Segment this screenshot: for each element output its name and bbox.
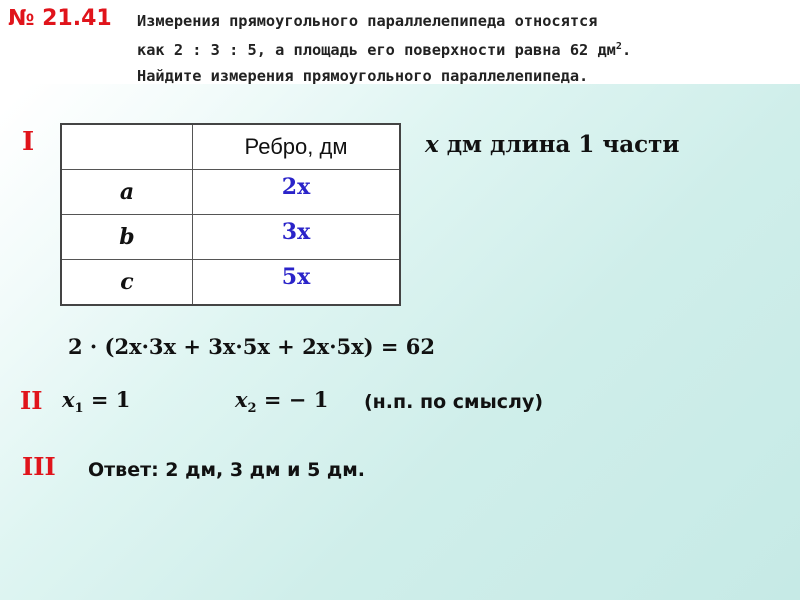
table-cell-label xyxy=(61,260,193,306)
table-cell-value xyxy=(193,170,401,215)
surface-area-equation: 2 · (2x·3x + 3x·5x + 2x·5x) = 62 xyxy=(68,334,436,359)
step-marker-1: I xyxy=(22,127,35,157)
area-unit-superscript: 2 xyxy=(615,41,622,52)
edge-table xyxy=(60,123,401,306)
step-marker-3: III xyxy=(22,452,56,481)
table-row xyxy=(61,170,400,215)
part-variable: x xyxy=(425,131,439,158)
edge-label-c: c xyxy=(120,269,134,295)
table-cell-value xyxy=(193,260,401,306)
root-x2-sub: 2 xyxy=(247,401,257,416)
part-note-text: дм длина 1 части xyxy=(438,131,680,158)
root-x1 xyxy=(62,387,130,416)
root-x2 xyxy=(235,387,328,416)
answer: Ответ: 2 дм, 3 дм и 5 дм. xyxy=(88,459,366,481)
problem-number: № 21.41 xyxy=(8,6,112,31)
table-header-row xyxy=(61,124,400,170)
edge-value-c: 5x xyxy=(281,264,311,290)
edge-label-a: a xyxy=(119,179,135,205)
problem-line-1: Измерения прямоугольного параллелепипеда относятся xyxy=(137,12,598,30)
root-x1-var: x xyxy=(62,387,75,412)
root-x1-sub: 1 xyxy=(74,401,84,416)
problem-line-2-end: . xyxy=(621,41,632,59)
root-x2-var: x xyxy=(235,387,248,412)
root-rejection-note: (н.п. по смыслу) xyxy=(364,391,544,413)
problem-statement xyxy=(137,8,797,89)
table-header-edge-text: Ребро, дм xyxy=(244,134,348,159)
table-cell-value xyxy=(193,215,401,260)
table-row xyxy=(61,260,400,306)
problem-line-2 xyxy=(137,34,797,63)
table-header-empty xyxy=(61,124,193,170)
edge-label-b: b xyxy=(119,224,135,250)
table-cell-label xyxy=(61,215,193,260)
root-x1-value: = 1 xyxy=(83,387,131,412)
table-header-edge xyxy=(193,124,401,170)
step-marker-2: II xyxy=(20,386,43,415)
part-length-note xyxy=(425,131,679,158)
table-row xyxy=(61,215,400,260)
edge-value-a: 2x xyxy=(281,174,311,200)
problem-line-3: Найдите измерения прямоугольного параллелепипеда. xyxy=(137,67,589,85)
edge-value-b: 3x xyxy=(281,219,311,245)
problem-line-2-text: как 2 : 3 : 5, а площадь его поверхности равна 62 дм xyxy=(137,41,616,59)
table-cell-label xyxy=(61,170,193,215)
root-x2-value: = − 1 xyxy=(256,387,329,412)
